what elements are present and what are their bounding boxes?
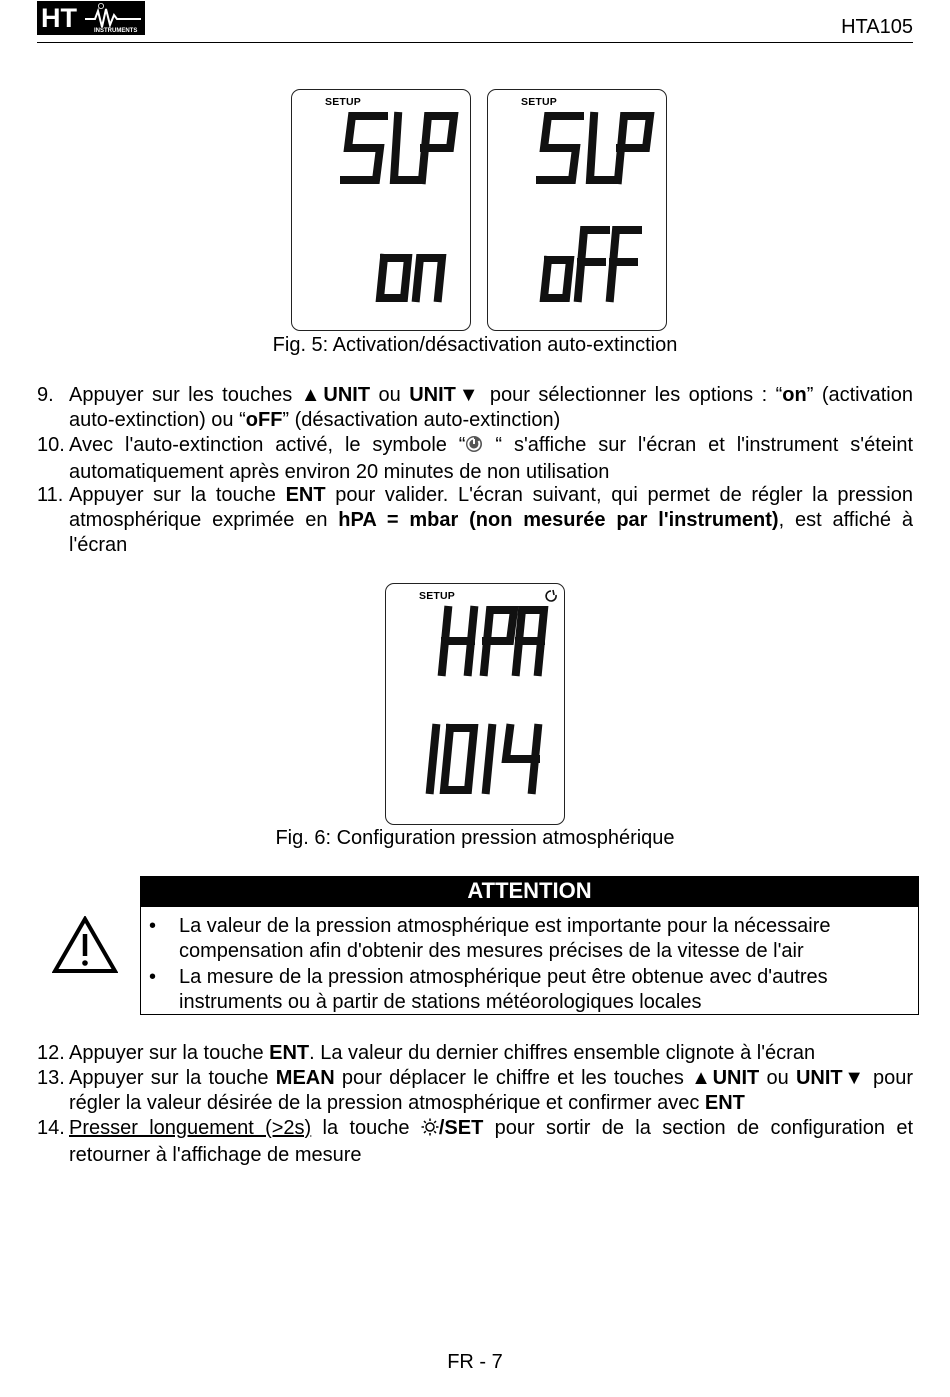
auto-off-indicator-icon: [546, 590, 556, 601]
bullet-dot-icon: •: [149, 915, 157, 937]
mean-key: MEAN: [275, 1067, 335, 1089]
ent-key: ENT: [285, 484, 326, 506]
ent-key: ENT: [269, 1042, 310, 1064]
step-text: ” (désactivation auto-extinction): [282, 409, 561, 431]
figure-6-caption: Fig. 6: Configuration pression atmosphérique: [275, 827, 675, 849]
ent-key: ENT: [704, 1092, 745, 1114]
hpa-unit-note: hPA = mbar (non mesurée par l'instrument): [338, 509, 779, 531]
option-off: oFF: [245, 409, 283, 431]
step-number: 12.: [37, 1042, 65, 1064]
step-text: Avec l'auto-extinction activé, le symbole “: [69, 434, 466, 456]
lcd-panel-slp-on: [291, 89, 471, 331]
step-text: Appuyer sur les touches: [69, 384, 301, 406]
step-number: 14.: [37, 1117, 65, 1139]
step-9: [37, 383, 913, 433]
logo-text: HT: [41, 3, 77, 33]
step-text: Appuyer sur la touche: [69, 1042, 270, 1064]
step-text: Appuyer sur la touche: [69, 1067, 276, 1089]
step-text: ” (activation auto-extinction) ou “: [69, 384, 913, 431]
step-text: pour valider. L'écran suivant, qui permet de régler la pression atmosphérique exprimée en: [69, 484, 913, 531]
bullet-dot-icon: •: [149, 966, 157, 988]
step-text: pour sélectionner les options : “: [481, 384, 783, 406]
step-text: ou: [370, 384, 410, 406]
lcd-segments: [488, 90, 668, 332]
header-divider: [37, 42, 913, 43]
bullet-text: La valeur de la pression atmosphérique est importante pour la nécessaire compensation afin d'obtenir des mesures précises de la vitesse de l'air: [179, 915, 831, 962]
lcd-panel-slp-off: [487, 89, 667, 331]
lcd-setup-label: SETUP: [325, 96, 362, 108]
unit-down-key: UNIT▼: [795, 1067, 866, 1089]
step-text: , est affiché à l'écran: [69, 509, 913, 556]
step-text: pour régler la valeur désirée de la pression atmosphérique et confirmer avec: [69, 1067, 913, 1114]
step-14: [37, 1116, 913, 1168]
step-number: 13.: [37, 1067, 65, 1089]
lcd-setup-label: SETUP: [521, 96, 558, 108]
unit-down-key: UNIT▼: [409, 384, 482, 406]
ht-logo: [37, 1, 145, 35]
set-key: /SET: [438, 1117, 484, 1139]
lcd-segments: [386, 584, 566, 826]
step-text: ou: [759, 1067, 796, 1089]
step-13: [37, 1066, 913, 1116]
step-number: 9.: [37, 384, 54, 406]
page-number: FR - 7: [447, 1351, 503, 1373]
step-12: [37, 1041, 913, 1066]
step-text: pour sortir de la section de configuration et retourner à l'affichage de mesure: [69, 1117, 913, 1166]
attention-bullet: [149, 914, 909, 964]
figure-5-caption: Fig. 5: Activation/désactivation auto-extinction: [272, 334, 678, 356]
long-press-note: Presser longuement (>2s): [69, 1117, 312, 1139]
auto-off-icon: [465, 435, 483, 460]
step-text: Appuyer sur la touche: [69, 484, 286, 506]
unit-up-key: ▲UNIT: [691, 1067, 760, 1089]
step-10: [37, 433, 913, 485]
step-text: . La valeur du dernier chiffres ensemble clignote à l'écran: [309, 1042, 816, 1064]
lcd-segments: [292, 90, 472, 332]
warning-icon: [52, 916, 118, 979]
option-on: on: [782, 384, 807, 406]
step-number: 10.: [37, 434, 65, 456]
attention-bullet: [149, 965, 909, 1015]
step-text: “ s'affiche sur l'écran et l'instrument s'éteint automatiquement après environ 20 minutes de non utilisation: [69, 434, 913, 483]
step-11: [37, 483, 913, 558]
lcd-panel-hpa: [385, 583, 565, 825]
lcd-setup-label: SETUP: [419, 590, 456, 602]
attention-heading: ATTENTION: [140, 876, 919, 906]
model-name: HTA105: [841, 16, 913, 38]
step-text: la touche: [311, 1117, 421, 1139]
logo-subtext: INSTRUMENTS: [94, 28, 138, 34]
unit-up-key: ▲UNIT: [300, 384, 371, 406]
step-number: 11.: [37, 484, 64, 506]
step-text: pour déplacer le chiffre et les touches: [334, 1067, 692, 1089]
backlight-icon: [421, 1118, 439, 1143]
bullet-text: La mesure de la pression atmosphérique peut être obtenue avec d'autres instruments ou à partir de stations météorologiques locales: [179, 966, 828, 1013]
